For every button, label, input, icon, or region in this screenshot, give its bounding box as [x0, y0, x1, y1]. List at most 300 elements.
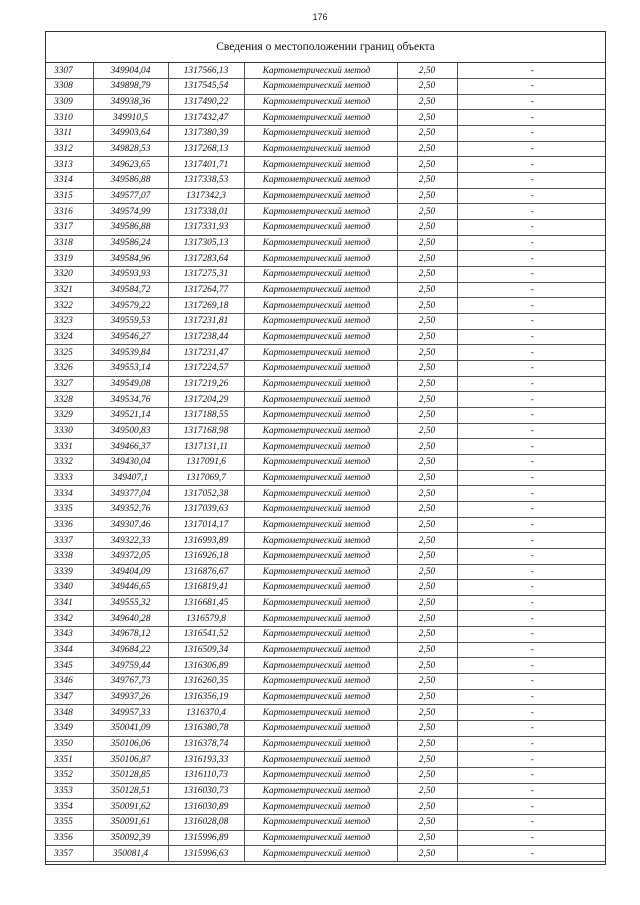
method-cell: Картометрический метод: [244, 642, 397, 658]
description-cell: -: [457, 235, 605, 251]
method-cell: Картометрический метод: [244, 501, 397, 517]
x-coordinate-cell: 349430,04: [93, 454, 168, 470]
y-coordinate-cell: 1317432,47: [168, 110, 244, 126]
x-coordinate-cell: 349352,76: [93, 501, 168, 517]
y-coordinate-cell: 1317490,22: [168, 94, 244, 110]
page-number: 176: [312, 12, 328, 22]
description-cell: -: [457, 830, 605, 846]
accuracy-cell: 2,50: [397, 846, 457, 862]
method-cell: Картометрический метод: [244, 329, 397, 345]
point-number-cell: 3313: [46, 157, 93, 173]
x-coordinate-cell: 349307,46: [93, 517, 168, 533]
description-cell: -: [457, 329, 605, 345]
description-cell: -: [457, 407, 605, 423]
y-coordinate-cell: 1317014,17: [168, 517, 244, 533]
point-number-cell: 3337: [46, 533, 93, 549]
point-number-cell: 3344: [46, 642, 93, 658]
table-row: [46, 517, 605, 533]
point-number-cell: 3319: [46, 251, 93, 267]
description-cell: -: [457, 267, 605, 283]
description-cell: -: [457, 595, 605, 611]
method-cell: Картометрический метод: [244, 705, 397, 721]
description-cell: -: [457, 564, 605, 580]
accuracy-cell: 2,50: [397, 783, 457, 799]
accuracy-cell: 2,50: [397, 220, 457, 236]
description-cell: -: [457, 282, 605, 298]
accuracy-cell: 2,50: [397, 423, 457, 439]
x-coordinate-cell: 349534,76: [93, 392, 168, 408]
accuracy-cell: 2,50: [397, 282, 457, 298]
y-coordinate-cell: 1317224,57: [168, 360, 244, 376]
coordinates-table: [46, 63, 605, 862]
method-cell: Картометрический метод: [244, 267, 397, 283]
accuracy-cell: 2,50: [397, 674, 457, 690]
table-row: [46, 329, 605, 345]
table-row: [46, 79, 605, 95]
description-cell: -: [457, 611, 605, 627]
description-cell: -: [457, 580, 605, 596]
description-cell: -: [457, 423, 605, 439]
x-coordinate-cell: 349957,33: [93, 705, 168, 721]
x-coordinate-cell: 349586,88: [93, 220, 168, 236]
method-cell: Картометрический метод: [244, 486, 397, 502]
description-cell: -: [457, 705, 605, 721]
accuracy-cell: 2,50: [397, 470, 457, 486]
point-number-cell: 3356: [46, 830, 93, 846]
method-cell: Картометрический метод: [244, 454, 397, 470]
x-coordinate-cell: 350091,61: [93, 815, 168, 831]
y-coordinate-cell: 1315996,89: [168, 830, 244, 846]
method-cell: Картометрический метод: [244, 658, 397, 674]
x-coordinate-cell: 349404,09: [93, 564, 168, 580]
description-cell: -: [457, 658, 605, 674]
point-number-cell: 3335: [46, 501, 93, 517]
point-number-cell: 3348: [46, 705, 93, 721]
description-cell: -: [457, 517, 605, 533]
method-cell: Картометрический метод: [244, 752, 397, 768]
method-cell: Картометрический метод: [244, 783, 397, 799]
description-cell: -: [457, 251, 605, 267]
method-cell: Картометрический метод: [244, 580, 397, 596]
table-row: [46, 94, 605, 110]
x-coordinate-cell: 349555,32: [93, 595, 168, 611]
method-cell: Картометрический метод: [244, 282, 397, 298]
point-number-cell: 3352: [46, 768, 93, 784]
description-cell: -: [457, 768, 605, 784]
method-cell: Картометрический метод: [244, 173, 397, 189]
accuracy-cell: 2,50: [397, 799, 457, 815]
x-coordinate-cell: 349584,96: [93, 251, 168, 267]
accuracy-cell: 2,50: [397, 627, 457, 643]
y-coordinate-cell: 1317380,39: [168, 126, 244, 142]
accuracy-cell: 2,50: [397, 407, 457, 423]
accuracy-cell: 2,50: [397, 501, 457, 517]
accuracy-cell: 2,50: [397, 721, 457, 737]
method-cell: Картометрический метод: [244, 407, 397, 423]
table-row: [46, 627, 605, 643]
table-row: [46, 157, 605, 173]
method-cell: Картометрический метод: [244, 517, 397, 533]
accuracy-cell: 2,50: [397, 564, 457, 580]
point-number-cell: 3318: [46, 235, 93, 251]
method-cell: Картометрический метод: [244, 830, 397, 846]
accuracy-cell: 2,50: [397, 689, 457, 705]
y-coordinate-cell: 1317401,71: [168, 157, 244, 173]
x-coordinate-cell: 349759,44: [93, 658, 168, 674]
table-row: [46, 392, 605, 408]
x-coordinate-cell: 349539,84: [93, 345, 168, 361]
point-number-cell: 3351: [46, 752, 93, 768]
method-cell: Картометрический метод: [244, 721, 397, 737]
table-row: [46, 126, 605, 142]
description-cell: -: [457, 799, 605, 815]
table-row: [46, 658, 605, 674]
accuracy-cell: 2,50: [397, 235, 457, 251]
y-coordinate-cell: 1317069,7: [168, 470, 244, 486]
accuracy-cell: 2,50: [397, 830, 457, 846]
description-cell: -: [457, 63, 605, 79]
description-cell: -: [457, 94, 605, 110]
method-cell: Картометрический метод: [244, 736, 397, 752]
accuracy-cell: 2,50: [397, 595, 457, 611]
table-row: [46, 173, 605, 189]
y-coordinate-cell: 1316509,34: [168, 642, 244, 658]
description-cell: -: [457, 642, 605, 658]
x-coordinate-cell: 349593,93: [93, 267, 168, 283]
accuracy-cell: 2,50: [397, 314, 457, 330]
y-coordinate-cell: 1316370,4: [168, 705, 244, 721]
accuracy-cell: 2,50: [397, 517, 457, 533]
accuracy-cell: 2,50: [397, 141, 457, 157]
point-number-cell: 3342: [46, 611, 93, 627]
description-cell: -: [457, 79, 605, 95]
x-coordinate-cell: 350128,51: [93, 783, 168, 799]
x-coordinate-cell: 349574,99: [93, 204, 168, 220]
method-cell: Картометрический метод: [244, 204, 397, 220]
description-cell: -: [457, 846, 605, 862]
method-cell: Картометрический метод: [244, 423, 397, 439]
table-row: [46, 564, 605, 580]
table-row: [46, 501, 605, 517]
table-row: [46, 736, 605, 752]
y-coordinate-cell: 1316541,52: [168, 627, 244, 643]
accuracy-cell: 2,50: [397, 580, 457, 596]
y-coordinate-cell: 1316926,18: [168, 548, 244, 564]
description-cell: -: [457, 392, 605, 408]
table-row: [46, 110, 605, 126]
point-number-cell: 3316: [46, 204, 93, 220]
point-number-cell: 3343: [46, 627, 93, 643]
y-coordinate-cell: 1317091,6: [168, 454, 244, 470]
method-cell: Картометрический метод: [244, 126, 397, 142]
method-cell: Картометрический метод: [244, 846, 397, 862]
x-coordinate-cell: 349910,5: [93, 110, 168, 126]
method-cell: Картометрический метод: [244, 392, 397, 408]
point-number-cell: 3322: [46, 298, 93, 314]
point-number-cell: 3340: [46, 580, 93, 596]
table-row: [46, 533, 605, 549]
point-number-cell: 3334: [46, 486, 93, 502]
accuracy-cell: 2,50: [397, 642, 457, 658]
point-number-cell: 3350: [46, 736, 93, 752]
table-row: [46, 141, 605, 157]
y-coordinate-cell: 1317168,98: [168, 423, 244, 439]
accuracy-cell: 2,50: [397, 768, 457, 784]
accuracy-cell: 2,50: [397, 251, 457, 267]
point-number-cell: 3311: [46, 126, 93, 142]
description-cell: -: [457, 314, 605, 330]
y-coordinate-cell: 1316260,35: [168, 674, 244, 690]
y-coordinate-cell: 1317238,44: [168, 329, 244, 345]
description-cell: -: [457, 783, 605, 799]
x-coordinate-cell: 349640,28: [93, 611, 168, 627]
y-coordinate-cell: 1317545,54: [168, 79, 244, 95]
table-row: [46, 611, 605, 627]
accuracy-cell: 2,50: [397, 94, 457, 110]
table-row: [46, 63, 605, 79]
method-cell: Картометрический метод: [244, 674, 397, 690]
x-coordinate-cell: 349684,22: [93, 642, 168, 658]
table-row: [46, 407, 605, 423]
point-number-cell: 3310: [46, 110, 93, 126]
table-row: [46, 580, 605, 596]
x-coordinate-cell: 349586,24: [93, 235, 168, 251]
description-cell: -: [457, 721, 605, 737]
method-cell: Картометрический метод: [244, 439, 397, 455]
accuracy-cell: 2,50: [397, 267, 457, 283]
point-number-cell: 3308: [46, 79, 93, 95]
accuracy-cell: 2,50: [397, 63, 457, 79]
y-coordinate-cell: 1316306,89: [168, 658, 244, 674]
method-cell: Картометрический метод: [244, 815, 397, 831]
point-number-cell: 3307: [46, 63, 93, 79]
method-cell: Картометрический метод: [244, 470, 397, 486]
y-coordinate-cell: 1316378,74: [168, 736, 244, 752]
description-cell: -: [457, 204, 605, 220]
x-coordinate-cell: 349446,65: [93, 580, 168, 596]
point-number-cell: 3330: [46, 423, 93, 439]
y-coordinate-cell: 1317566,13: [168, 63, 244, 79]
table-row: [46, 298, 605, 314]
point-number-cell: 3324: [46, 329, 93, 345]
accuracy-cell: 2,50: [397, 752, 457, 768]
x-coordinate-cell: 349937,26: [93, 689, 168, 705]
table-row: [46, 282, 605, 298]
accuracy-cell: 2,50: [397, 815, 457, 831]
table-row: [46, 235, 605, 251]
method-cell: Картометрический метод: [244, 564, 397, 580]
point-number-cell: 3341: [46, 595, 93, 611]
boundary-table-frame: [45, 31, 606, 865]
accuracy-cell: 2,50: [397, 611, 457, 627]
x-coordinate-cell: 349767,73: [93, 674, 168, 690]
y-coordinate-cell: 1317231,81: [168, 314, 244, 330]
description-cell: -: [457, 298, 605, 314]
point-number-cell: 3345: [46, 658, 93, 674]
method-cell: Картометрический метод: [244, 110, 397, 126]
accuracy-cell: 2,50: [397, 204, 457, 220]
method-cell: Картометрический метод: [244, 533, 397, 549]
method-cell: Картометрический метод: [244, 157, 397, 173]
x-coordinate-cell: 349407,1: [93, 470, 168, 486]
accuracy-cell: 2,50: [397, 548, 457, 564]
y-coordinate-cell: 1317269,18: [168, 298, 244, 314]
method-cell: Картометрический метод: [244, 235, 397, 251]
accuracy-cell: 2,50: [397, 110, 457, 126]
point-number-cell: 3329: [46, 407, 93, 423]
y-coordinate-cell: 1317231,47: [168, 345, 244, 361]
accuracy-cell: 2,50: [397, 126, 457, 142]
table-row: [46, 674, 605, 690]
table-row: [46, 439, 605, 455]
accuracy-cell: 2,50: [397, 533, 457, 549]
description-cell: -: [457, 157, 605, 173]
accuracy-cell: 2,50: [397, 173, 457, 189]
y-coordinate-cell: 1316193,33: [168, 752, 244, 768]
x-coordinate-cell: 349521,14: [93, 407, 168, 423]
x-coordinate-cell: 349372,05: [93, 548, 168, 564]
y-coordinate-cell: 1315996,63: [168, 846, 244, 862]
x-coordinate-cell: 349898,79: [93, 79, 168, 95]
method-cell: Картометрический метод: [244, 220, 397, 236]
description-cell: -: [457, 454, 605, 470]
table-row: [46, 220, 605, 236]
x-coordinate-cell: 349322,33: [93, 533, 168, 549]
y-coordinate-cell: 1316356,19: [168, 689, 244, 705]
x-coordinate-cell: 349903,64: [93, 126, 168, 142]
table-title: Сведения о местоположении границ объекта: [46, 32, 605, 63]
point-number-cell: 3349: [46, 721, 93, 737]
method-cell: Картометрический метод: [244, 298, 397, 314]
point-number-cell: 3328: [46, 392, 93, 408]
x-coordinate-cell: 349500,83: [93, 423, 168, 439]
table-row: [46, 846, 605, 862]
point-number-cell: 3323: [46, 314, 93, 330]
point-number-cell: 3325: [46, 345, 93, 361]
method-cell: Картометрический метод: [244, 595, 397, 611]
x-coordinate-cell: 349904,04: [93, 63, 168, 79]
x-coordinate-cell: 349584,72: [93, 282, 168, 298]
x-coordinate-cell: 349938,36: [93, 94, 168, 110]
y-coordinate-cell: 1316380,78: [168, 721, 244, 737]
x-coordinate-cell: 350041,09: [93, 721, 168, 737]
table-row: [46, 470, 605, 486]
y-coordinate-cell: 1317283,64: [168, 251, 244, 267]
method-cell: Картометрический метод: [244, 251, 397, 267]
point-number-cell: 3326: [46, 360, 93, 376]
description-cell: -: [457, 674, 605, 690]
table-row: [46, 376, 605, 392]
y-coordinate-cell: 1317188,55: [168, 407, 244, 423]
y-coordinate-cell: 1317338,53: [168, 173, 244, 189]
table-row: [46, 705, 605, 721]
method-cell: Картометрический метод: [244, 79, 397, 95]
y-coordinate-cell: 1317219,26: [168, 376, 244, 392]
x-coordinate-cell: 349579,22: [93, 298, 168, 314]
point-number-cell: 3336: [46, 517, 93, 533]
point-number-cell: 3317: [46, 220, 93, 236]
method-cell: Картометрический метод: [244, 94, 397, 110]
x-coordinate-cell: 349577,07: [93, 188, 168, 204]
y-coordinate-cell: 1317305,13: [168, 235, 244, 251]
y-coordinate-cell: 1317342,3: [168, 188, 244, 204]
point-number-cell: 3347: [46, 689, 93, 705]
method-cell: Картометрический метод: [244, 376, 397, 392]
description-cell: -: [457, 548, 605, 564]
description-cell: -: [457, 752, 605, 768]
x-coordinate-cell: 350091,62: [93, 799, 168, 815]
point-number-cell: 3353: [46, 783, 93, 799]
x-coordinate-cell: 349549,08: [93, 376, 168, 392]
accuracy-cell: 2,50: [397, 298, 457, 314]
accuracy-cell: 2,50: [397, 736, 457, 752]
y-coordinate-cell: 1316876,67: [168, 564, 244, 580]
table-row: [46, 486, 605, 502]
accuracy-cell: 2,50: [397, 329, 457, 345]
description-cell: -: [457, 110, 605, 126]
table-row: [46, 454, 605, 470]
description-cell: -: [457, 188, 605, 204]
x-coordinate-cell: 350128,85: [93, 768, 168, 784]
y-coordinate-cell: 1317268,13: [168, 141, 244, 157]
x-coordinate-cell: 349553,14: [93, 360, 168, 376]
point-number-cell: 3314: [46, 173, 93, 189]
accuracy-cell: 2,50: [397, 376, 457, 392]
description-cell: -: [457, 141, 605, 157]
point-number-cell: 3346: [46, 674, 93, 690]
table-row: [46, 188, 605, 204]
x-coordinate-cell: 349546,27: [93, 329, 168, 345]
method-cell: Картометрический метод: [244, 345, 397, 361]
accuracy-cell: 2,50: [397, 392, 457, 408]
point-number-cell: 3315: [46, 188, 93, 204]
accuracy-cell: 2,50: [397, 360, 457, 376]
y-coordinate-cell: 1316110,73: [168, 768, 244, 784]
description-cell: -: [457, 627, 605, 643]
y-coordinate-cell: 1316030,89: [168, 799, 244, 815]
y-coordinate-cell: 1316681,45: [168, 595, 244, 611]
y-coordinate-cell: 1317275,31: [168, 267, 244, 283]
description-cell: -: [457, 736, 605, 752]
y-coordinate-cell: 1317204,29: [168, 392, 244, 408]
description-cell: -: [457, 126, 605, 142]
description-cell: -: [457, 376, 605, 392]
table-row: [46, 595, 605, 611]
coordinates-table-body: [46, 63, 605, 861]
point-number-cell: 3331: [46, 439, 93, 455]
y-coordinate-cell: 1317052,38: [168, 486, 244, 502]
table-row: [46, 721, 605, 737]
x-coordinate-cell: 350106,06: [93, 736, 168, 752]
point-number-cell: 3333: [46, 470, 93, 486]
y-coordinate-cell: 1316030,73: [168, 783, 244, 799]
y-coordinate-cell: 1317131,11: [168, 439, 244, 455]
description-cell: -: [457, 486, 605, 502]
point-number-cell: 3357: [46, 846, 93, 862]
accuracy-cell: 2,50: [397, 439, 457, 455]
method-cell: Картометрический метод: [244, 689, 397, 705]
table-row: [46, 204, 605, 220]
point-number-cell: 3327: [46, 376, 93, 392]
description-cell: -: [457, 220, 605, 236]
x-coordinate-cell: 350081,4: [93, 846, 168, 862]
description-cell: -: [457, 689, 605, 705]
x-coordinate-cell: 349678,12: [93, 627, 168, 643]
method-cell: Картометрический метод: [244, 799, 397, 815]
description-cell: -: [457, 439, 605, 455]
method-cell: Картометрический метод: [244, 188, 397, 204]
y-coordinate-cell: 1317264,77: [168, 282, 244, 298]
